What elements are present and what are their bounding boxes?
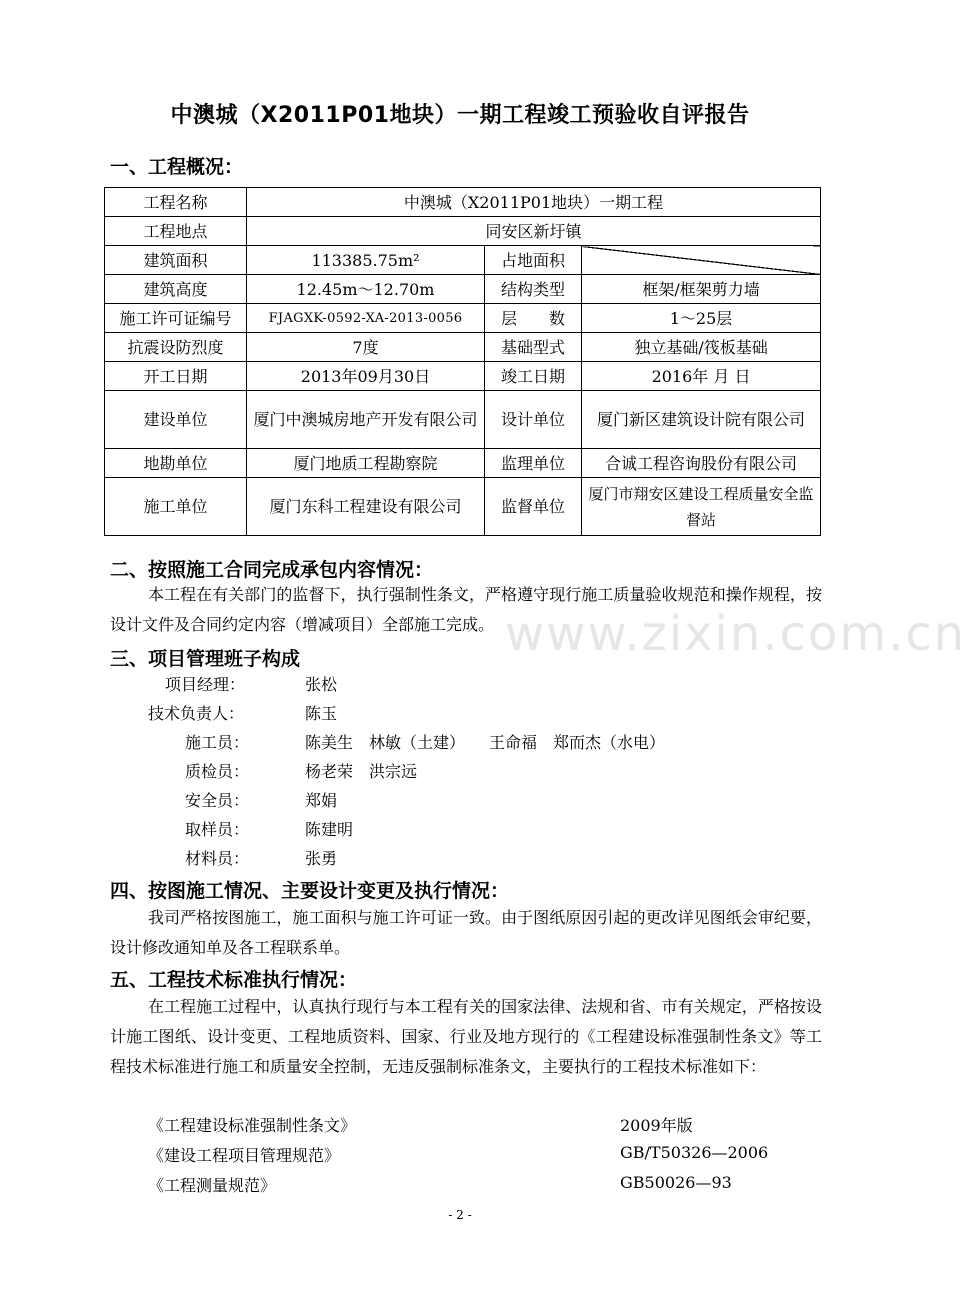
cell-value: FJAGXK-0592-XA-2013-0056 (247, 304, 485, 333)
table-row (105, 275, 821, 304)
cell-value: 厦门市翔安区建设工程质量安全监督站 (582, 478, 821, 536)
cell-label: 施工单位 (105, 478, 247, 536)
section-4-heading: 四、按图施工情况、主要设计变更及执行情况： (110, 880, 510, 902)
cell-label: 抗震设防烈度 (105, 333, 247, 362)
project-overview-table (104, 187, 821, 536)
cell-value: 厦门地质工程勘察院 (247, 449, 485, 478)
standard-code: GB/T50326—2006 (620, 1143, 769, 1162)
cell-label: 建筑高度 (105, 275, 247, 304)
table-row (105, 246, 821, 275)
cell-value: 合诚工程咨询股份有限公司 (582, 449, 821, 478)
standard-code: 2009年版 (620, 1116, 693, 1135)
table-row (105, 362, 821, 391)
staff-role: 项目经理： (165, 675, 246, 694)
cell-value: 7度 (247, 333, 485, 362)
section-5-heading: 五、工程技术标准执行情况： (110, 969, 358, 991)
cell-label: 层 数 (485, 304, 582, 333)
cell-value: 2016年 月 日 (582, 362, 821, 391)
staff-names: 陈建明 (305, 820, 354, 839)
cell-label: 工程名称 (105, 188, 247, 217)
section-5-paragraph: 在工程施工过程中，认真执行现行与本工程有关的国家法律、法规和省、市有关规定，严格按设计施工图纸、设计变更、工程地质资料、国家、行业及地方现行的《工程建设标准强制性条文》等工程技术标准进行施工和质量安全控制，无违反强制标准条文，主要执行的工程技术标准如下： (110, 997, 822, 1076)
section-4-paragraph: 我司严格按图施工，施工面积与施工许可证一致。由于图纸原因引起的更改详见图纸会审纪要，设计修改通知单及各工程联系单。 (110, 908, 822, 957)
table-row (105, 304, 821, 333)
cell-value: 厦门中澳城房地产开发有限公司 (247, 391, 485, 449)
table-row (105, 217, 821, 246)
standard-name: 《工程建设标准强制性条文》 (148, 1116, 357, 1135)
staff-role: 取样员： (185, 820, 250, 839)
staff-role: 施工员： (185, 733, 250, 752)
staff-role: 安全员： (185, 791, 250, 810)
standard-name: 《工程测量规范》 (148, 1176, 277, 1195)
cell-label: 建设单位 (105, 391, 247, 449)
cell-label: 结构类型 (485, 275, 582, 304)
staff-role: 技术负责人： (148, 704, 245, 723)
table-row (105, 449, 821, 478)
watermark: www.zixin.com.cn (505, 606, 966, 662)
cell-label: 建筑面积 (105, 246, 247, 275)
cell-value: 独立基础/筏板基础 (582, 333, 821, 362)
staff-names: 张勇 (305, 849, 338, 868)
cell-label: 基础型式 (485, 333, 582, 362)
cell-label: 设计单位 (485, 391, 582, 449)
cell-value: 2013年09月30日 (247, 362, 485, 391)
table-row (105, 188, 821, 217)
staff-names: 张松 (305, 675, 338, 694)
table-row (105, 478, 821, 536)
table-row (105, 333, 821, 362)
section-1-heading: 一、工程概况： (110, 156, 244, 178)
cell-label: 占地面积 (485, 246, 582, 275)
empty-diagonal-cell (582, 246, 821, 275)
cell-value: 同安区新圩镇 (247, 217, 821, 246)
cell-value: 中澳城（X2011P01地块）一期工程 (247, 188, 821, 217)
staff-names: 陈美生 林敏（土建） 王命福 郑而杰（水电） (305, 733, 666, 752)
cell-label: 施工许可证编号 (105, 304, 247, 333)
cell-value: 厦门新区建筑设计院有限公司 (582, 391, 821, 449)
cell-label: 工程地点 (105, 217, 247, 246)
staff-names: 郑娟 (305, 791, 338, 810)
cell-value: 1～25层 (582, 304, 821, 333)
document-title: 中澳城（X2011P01地块）一期工程竣工预验收自评报告 (170, 103, 750, 128)
cell-label: 监理单位 (485, 449, 582, 478)
cell-label: 监督单位 (485, 478, 582, 536)
cell-label: 竣工日期 (485, 362, 582, 391)
page-number: - 2 - (448, 1208, 472, 1222)
section-2-heading: 二、按照施工合同完成承包内容情况： (110, 559, 434, 581)
cell-value: 113385.75m² (247, 246, 485, 275)
staff-role: 质检员： (185, 762, 250, 781)
staff-names: 陈玉 (305, 704, 338, 723)
cell-value: 厦门东科工程建设有限公司 (247, 478, 485, 536)
cell-label: 地勘单位 (105, 449, 247, 478)
cell-value: 框架/框架剪力墙 (582, 275, 821, 304)
standard-code: GB50026—93 (620, 1173, 732, 1192)
standard-name: 《建设工程项目管理规范》 (148, 1146, 341, 1165)
staff-role: 材料员： (185, 849, 250, 868)
table-row (105, 391, 821, 449)
cell-label: 开工日期 (105, 362, 247, 391)
staff-names: 杨老荣 洪宗远 (305, 762, 418, 781)
cell-value: 12.45m～12.70m (247, 275, 485, 304)
section-2-paragraph: 本工程在有关部门的监督下，执行强制性条文，严格遵守现行施工质量验收规范和操作规程，按设计文件及合同约定内容（增减项目）全部施工完成。 (110, 585, 822, 634)
section-3-heading: 三、项目管理班子构成 (110, 648, 301, 670)
